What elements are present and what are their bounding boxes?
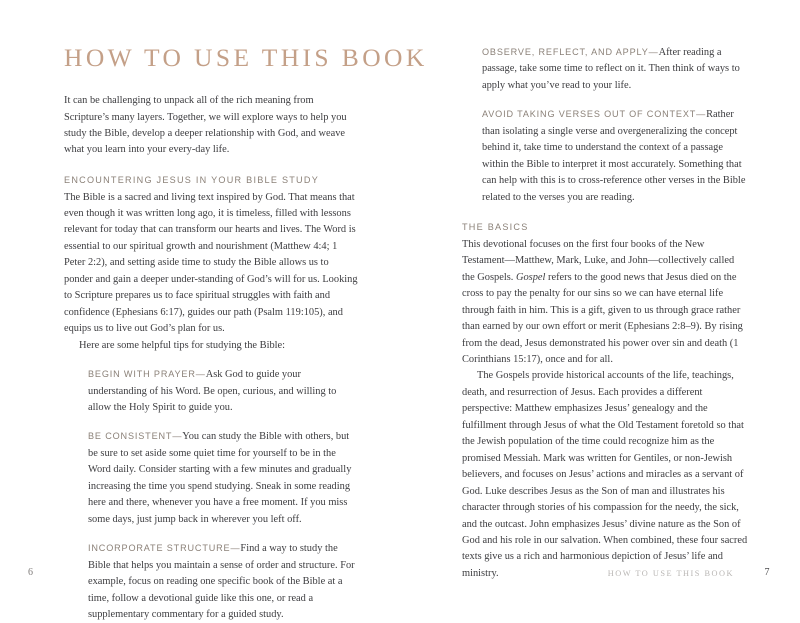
section-heading-encountering-jesus: ENCOUNTERING JESUS IN YOUR BIBLE STUDY <box>64 174 320 185</box>
section-heading-the-basics: THE BASICS <box>462 222 529 233</box>
tip-observe-reflect-apply <box>482 44 748 94</box>
tip-lead-label: AVOID TAKING VERSES OUT OF CONTEXT— <box>482 109 707 120</box>
tip-body-text: Find a way to study the Bible that helps you maintain a sense of order and structure. For example, focus on reading one specific book of the Bible at a time, follow a devotional guide like this one, or read a supplementary commentary for a guided study. <box>88 543 355 620</box>
tip-lead-label: INCORPORATE STRUCTURE— <box>88 543 241 554</box>
the-basics-paragraph-2: The Gospels provide historical accounts of the life, teachings, death, and resurrection of Jesus. Each provides a different perspective: Matthew emphasizes Jesus’ genealogy and the fulfillment through Jesus of what the Old Testament foretold so that the Jewish population of the time could recognize him as the promised Messiah. Mark was written for Gentiles, or non-Jewish believers, and focuses on Jesus’ actions and miracles as a servant of God. Luke describes Jesus as the Son of man and illustrates his character through stories of his compassion for the needy, the sick, and the outcast. John emphasizes Jesus’ divine nature as the Son of God and his role in our salvation. When combined, these four sacred texts give us a rich and harmonious depiction of Jesus’ life and ministry. <box>462 370 748 579</box>
running-head: HOW TO USE THIS BOOK <box>607 569 734 578</box>
tip-body-text: You can study the Bible with others, but be sure to set aside some quiet time for yourself to be in the Word daily. Consider starting with a few minutes and gradually increasing the time you spend studying. Sneak in some reading here and there, whenever you have a free moment. If you miss some days, just jump back in wherever you left off. <box>88 431 352 525</box>
page-title: HOW TO USE THIS BOOK <box>64 43 428 72</box>
tip-lead-label: BE CONSISTENT— <box>88 431 183 442</box>
section-encountering-jesus-paragraph: The Bible is a sacred and living text inspired by God. That means that even though it was written long ago, it is timeless, filled with lessons relevant for today that can transform our hearts and lives. The Word is essential to our spiritual growth and nourishment (Matthew 4:4; 1 Peter 2:2), and setting aside time to study the Bible allows us to ponder and gain a deeper under-standing of God’s will for us. Looking to Scripture prepares us to face spiritual struggles with faith and confidence (Ephesians 6:17), guides our path (Psalm 119:105), and equips us to live out God’s plan for us. <box>64 191 358 335</box>
tip-avoid-taking-verses-out-of-context <box>482 106 748 206</box>
tip-body-text: After reading a passage, take some time to reflect on it. Then think of ways to apply what you’ve read to your life. <box>482 47 740 91</box>
right-page-footer <box>400 556 800 600</box>
tips-lead-in: Here are some helpful tips for studying the Bible: <box>79 339 286 351</box>
page-number-right: 7 <box>764 567 770 578</box>
tip-body-text: Rather than isolating a single verse and overgeneralizing the concept behind it, take time to understand the context of a passage within the Bible to interpret it most accurately. Something that can help with this is to cross-reference other verses in the Bible related to the verses you are reading. <box>482 109 746 203</box>
the-basics-text-after-italic: refers to the good news that Jesus died on the cross to pay the penalty for our sins so we can have eternal life through faith in him. This is a gift, given to us through grace rather than earned by our own effort or merit (Ephesians 2:8–9). By rising from the dead, Jesus demonstrated his power over sin and death (1 Corinthians 15:17), once and for all. <box>462 271 743 365</box>
page-number-left: 6 <box>28 567 34 578</box>
right-page <box>400 0 800 600</box>
gospel-italic-term: Gospel <box>515 271 546 283</box>
tip-body-text: Ask God to guide your understanding of his Word. Be open, curious, and willing to allow the Holy Spirit to guide you. <box>88 369 337 414</box>
the-basics-text-before-italic: This devotional focuses on the first four books of the New Testament—Matthew, Mark, Luke, and John—collectively called the Gospels. <box>462 238 735 283</box>
left-page-footer <box>0 556 400 600</box>
tip-begin-with-prayer <box>88 366 358 416</box>
tip-lead-label: OBSERVE, REFLECT, AND APPLY— <box>482 47 659 57</box>
intro-paragraph: It can be challenging to unpack all of the rich meaning from Scripture’s many layers. Together, we will explore ways to help you study the Bible, develop a deeper relationship with God, and weave what you learn into your every-day life. <box>64 95 347 156</box>
tip-lead-label: BEGIN WITH PRAYER— <box>88 369 206 380</box>
the-basics-paragraph-1 <box>462 237 748 369</box>
tip-be-consistent <box>88 428 358 528</box>
